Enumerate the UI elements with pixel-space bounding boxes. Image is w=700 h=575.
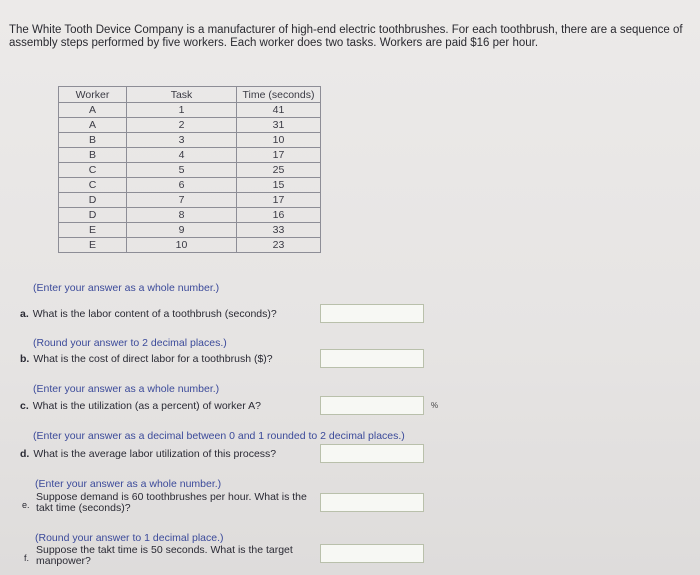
question-e-text: Suppose demand is 60 toothbrushes per hour. What is the takt time (seconds)?: [36, 491, 307, 514]
header-time: Time (seconds): [237, 87, 321, 103]
question-f-instruction: (Round your answer to 1 decimal place.): [35, 532, 224, 544]
table-row: [59, 193, 321, 208]
table-row: [59, 133, 321, 148]
answer-f-input[interactable]: [320, 544, 424, 563]
task-time-table: [58, 86, 321, 253]
answer-a-input[interactable]: [320, 304, 424, 323]
worker-cell: E: [59, 223, 127, 238]
header-task: Task: [127, 87, 237, 103]
question-e-instruction: (Enter your answer as a whole number.): [35, 478, 222, 490]
problem-intro: The White Tooth Device Company is a manufacturer of high-end electric toothbrushes. For each toothbrush, there are a sequence of assembly steps performed by five workers. Each worker does two tasks. Workers are paid $16 per hour.: [9, 24, 683, 49]
table-row: [59, 148, 321, 163]
worker-cell: A: [59, 103, 127, 118]
task-cell: 9: [127, 223, 237, 238]
question-a-text: What is the labor content of a toothbrush (seconds)?: [32, 308, 277, 320]
question-d-label: d.: [20, 448, 30, 460]
table-row: [59, 163, 321, 178]
worker-cell: B: [59, 148, 127, 163]
time-cell: 10: [237, 133, 321, 148]
table-row: [59, 118, 321, 133]
time-cell: 33: [237, 223, 321, 238]
question-a: [20, 308, 277, 320]
answer-b-input[interactable]: [320, 349, 424, 368]
question-f-text: Suppose the takt time is 50 seconds. What is the target manpower?: [36, 544, 293, 567]
question-d-instruction: (Enter your answer as a decimal between 0 and 1 rounded to 2 decimal places.): [33, 430, 405, 442]
question-d: [20, 448, 276, 460]
time-cell: 17: [237, 148, 321, 163]
question-d-text: What is the average labor utilization of this process?: [33, 448, 277, 460]
task-cell: 2: [127, 118, 237, 133]
task-cell: 10: [127, 238, 237, 253]
table-row: [59, 238, 321, 253]
task-cell: 1: [127, 103, 237, 118]
answer-d-input[interactable]: [320, 444, 424, 463]
worker-cell: D: [59, 193, 127, 208]
worker-cell: E: [59, 238, 127, 253]
answer-e-input[interactable]: [320, 493, 424, 512]
question-f-label: f.: [24, 553, 30, 563]
task-cell: 5: [127, 163, 237, 178]
time-cell: 16: [237, 208, 321, 223]
time-cell: 15: [237, 178, 321, 193]
worker-cell: A: [59, 118, 127, 133]
question-b-text: What is the cost of direct labor for a toothbrush ($)?: [33, 353, 273, 365]
worker-cell: C: [59, 178, 127, 193]
worker-cell: B: [59, 133, 127, 148]
question-c-text: What is the utilization (as a percent) of worker A?: [32, 400, 261, 412]
task-cell: 7: [127, 193, 237, 208]
question-b-label: b.: [20, 353, 30, 365]
question-a-label: a.: [20, 308, 29, 320]
worker-cell: D: [59, 208, 127, 223]
question-c-label: c.: [20, 400, 29, 412]
task-cell: 8: [127, 208, 237, 223]
header-worker: Worker: [59, 87, 127, 103]
question-c: [20, 400, 261, 412]
answer-c-input[interactable]: [320, 396, 424, 415]
percent-unit: %: [431, 401, 439, 410]
question-a-instruction: (Enter your answer as a whole number.): [33, 282, 220, 294]
question-b: [20, 353, 273, 365]
time-cell: 25: [237, 163, 321, 178]
table-row: [59, 103, 321, 118]
table-row: [59, 178, 321, 193]
time-cell: 17: [237, 193, 321, 208]
task-cell: 6: [127, 178, 237, 193]
table-row: [59, 223, 321, 238]
table-row: [59, 208, 321, 223]
worker-cell: C: [59, 163, 127, 178]
question-e-label: e.: [22, 500, 30, 510]
task-cell: 3: [127, 133, 237, 148]
time-cell: 41: [237, 103, 321, 118]
task-cell: 4: [127, 148, 237, 163]
time-cell: 31: [237, 118, 321, 133]
time-cell: 23: [237, 238, 321, 253]
question-b-instruction: (Round your answer to 2 decimal places.): [33, 337, 227, 349]
question-c-instruction: (Enter your answer as a whole number.): [33, 383, 220, 395]
